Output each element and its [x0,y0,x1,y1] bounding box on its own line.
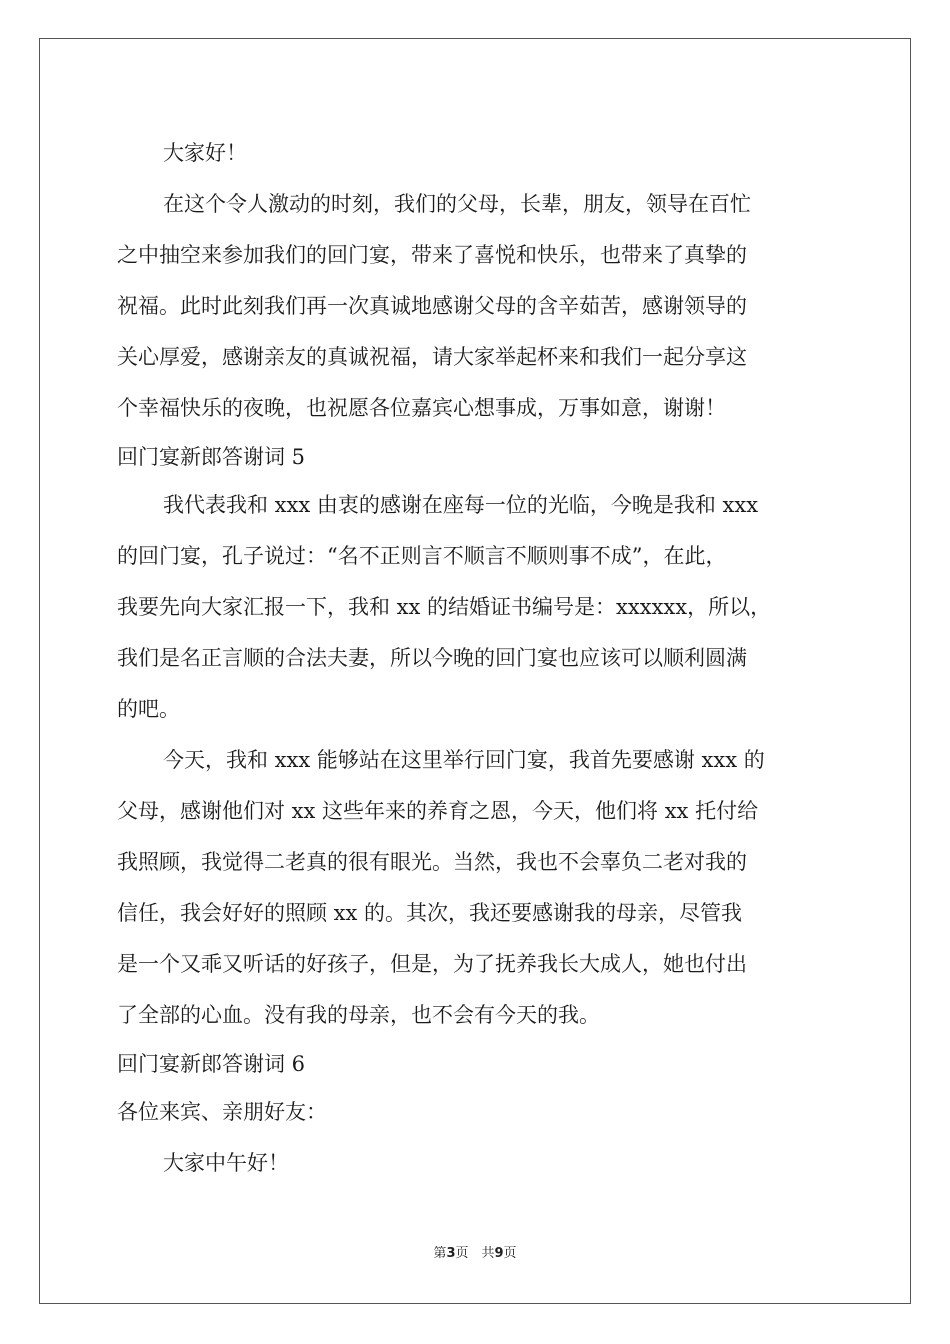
section-heading [117,434,837,480]
paragraph [117,179,837,434]
heading-text: 回门宴新郎答谢词 6 [117,1052,306,1076]
current-page-number: 3 [446,1246,456,1261]
text-line: 在这个令人激动的时刻，我们的父母，长辈，朋友，领导在百忙 [163,192,751,216]
text-line: 的回门宴，孔子说过：“名不正则言不顺言不顺则事不成”，在此， [117,544,727,568]
total-page-count: 9 [494,1246,504,1261]
paragraph [117,1087,837,1138]
document-body [117,128,837,1189]
paragraph [117,128,837,179]
text-line: 是一个又乖又听话的好孩子，但是，为了抚养我长大成人，她也付出 [117,952,747,976]
paragraph [117,735,837,1041]
text-line: 大家好！ [163,141,247,165]
text-line: 大家中午好！ [163,1151,289,1175]
footer-suffix: 页 [503,1246,517,1261]
text-line: 之中抽空来参加我们的回门宴，带来了喜悦和快乐，也带来了真挚的 [117,243,747,267]
text-line: 个幸福快乐的夜晚，也祝愿各位嘉宾心想事成，万事如意，谢谢！ [117,396,726,420]
text-line: 祝福。此时此刻我们再一次真诚地感谢父母的含辛茹苦，感谢领导的 [117,294,747,318]
text-line: 我照顾，我觉得二老真的很有眼光。当然，我也不会辜负二老对我的 [117,850,747,874]
text-line: 信任，我会好好的照顾 xx 的。其次，我还要感谢我的母亲，尽管我 [117,901,743,925]
page-footer [0,1242,950,1261]
paragraph [117,1138,837,1189]
text-line: 了全部的心血。没有我的母亲，也不会有今天的我。 [117,1003,600,1027]
text-line: 父母，感谢他们对 xx 这些年来的养育之恩，今天，他们将 xx 托付给 [117,799,759,823]
text-line: 我代表我和 xxx 由衷的感谢在座每一位的光临，今晚是我和 xxx [163,493,759,517]
text-line: 关心厚爱，感谢亲友的真诚祝福，请大家举起杯来和我们一起分享这 [117,345,747,369]
footer-mid: 页 共 [455,1246,495,1261]
heading-text: 回门宴新郎答谢词 5 [117,445,306,469]
paragraph [117,480,837,735]
text-line: 我们是名正言顺的合法夫妻，所以今晚的回门宴也应该可以顺利圆满 [117,646,747,670]
section-heading [117,1041,837,1087]
footer-prefix: 第 [433,1246,447,1261]
text-line: 的吧。 [117,697,180,721]
text-line: 各位来宾、亲朋好友： [117,1100,327,1124]
text-line: 我要先向大家汇报一下，我和 xx 的结婚证书编号是：xxxxxx，所以， [117,595,772,619]
text-line: 今天，我和 xxx 能够站在这里举行回门宴，我首先要感谢 xxx 的 [163,748,765,772]
